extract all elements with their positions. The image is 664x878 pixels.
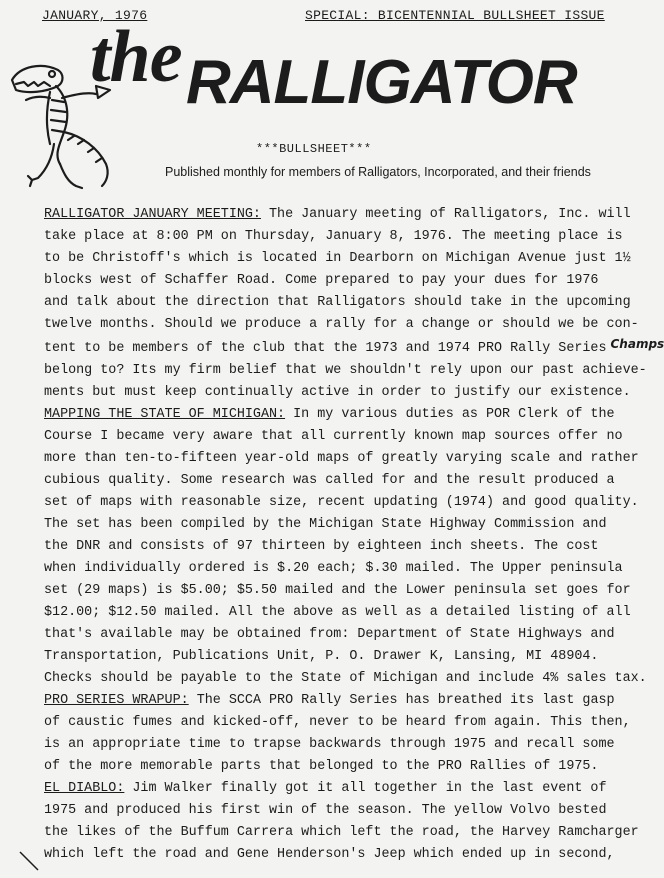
article-line: set (29 maps) is $5.00; $5.50 mailed and the Lower peninsula set goes for <box>44 583 631 598</box>
article-line-text: The January meeting of Ralligators, Inc. will <box>260 207 631 222</box>
article-line: when individually ordered is $.20 each; $.30 mailed. The Upper peninsula <box>44 561 623 576</box>
article-line-text: In my various duties as POR Clerk of the <box>285 407 615 422</box>
article-line: Course I became very aware that all currently known map sources offer no <box>44 429 623 444</box>
article-line: the DNR and consists of 97 thirteen by eighteen inch sheets. The cost <box>44 539 599 554</box>
article-line <box>44 336 664 360</box>
article-line: ments but must keep continually active in order to justify our existence. <box>44 385 631 400</box>
masthead-the: the <box>90 16 182 98</box>
article-line: belong to? Its my firm belief that we shouldn't rely upon our past achieve- <box>44 363 647 378</box>
mapping-heading: MAPPING THE STATE OF MICHIGAN: <box>44 407 286 422</box>
article-line: take place at 8:00 PM on Thursday, January 8, 1976. The meeting place is <box>44 229 623 244</box>
article-line: twelve months. Should we produce a rally for a change or should we be con- <box>44 317 639 332</box>
article-line <box>44 778 644 800</box>
article-line: Transportation, Publications Unit, P. O. Drawer K, Lansing, MI 48904. <box>44 649 599 664</box>
article-line: The set has been compiled by the Michigan State Highway Commission and <box>44 517 607 532</box>
article-line: $12.00; $12.50 mailed. All the above as well as a detailed listing of all <box>44 605 631 620</box>
article-line: blocks west of Schaffer Road. Come prepared to pay your dues for 1976 <box>44 273 599 288</box>
masthead-tagline: Published monthly for members of Ralligators, Incorporated, and their friends <box>165 165 591 179</box>
article-line: Checks should be payable to the State of Michigan and include 4% sales tax. <box>44 671 647 686</box>
el-diablo-heading: EL DIABLO: <box>44 781 125 796</box>
article-line: which left the road and Gene Henderson's Jeep which ended up in second, <box>44 847 615 862</box>
article-line: set of maps with reasonable size, recent updating (1974) and good quality. <box>44 495 639 510</box>
article-line <box>44 204 644 226</box>
article-line-text: Jim Walker finally got it all together in the last event of <box>124 781 607 796</box>
article-line: 1975 and produced his first win of the season. The yellow Volvo bested <box>44 803 607 818</box>
handwritten-annotation: Champs <box>610 337 664 351</box>
bullsheet-label: ***BULLSHEET*** <box>256 142 372 156</box>
article-line-text: tent to be members of the club that the 1973 and 1974 PRO Rally Series <box>44 341 607 356</box>
article-line: of the more memorable parts that belonged to the PRO Rallies of 1975. <box>44 759 599 774</box>
article-line: to be Christoff's which is located in Dearborn on Michigan Avenue just 1½ <box>44 251 631 266</box>
article-line: that's available may be obtained from: Department of State Highways and <box>44 627 615 642</box>
article-body <box>44 204 664 866</box>
article-line <box>44 690 644 712</box>
article-line-text: The SCCA PRO Rally Series has breathed its last gasp <box>188 693 615 708</box>
issue-date: JANUARY, 1976 <box>42 8 148 23</box>
article-line: cubious quality. Some research was called for and the result produced a <box>44 473 615 488</box>
special-issue-banner: SPECIAL: BICENTENNIAL BULLSHEET ISSUE <box>305 8 605 23</box>
article-line: the likes of the Buffum Carrera which left the road, the Harvey Ramcharger <box>44 825 639 840</box>
pro-series-heading: PRO SERIES WRAPUP: <box>44 693 189 708</box>
article-line: of caustic fumes and kicked-off, never to be heard from again. This then, <box>44 715 631 730</box>
masthead-title: RALLIGATOR <box>186 48 577 117</box>
meeting-heading: RALLIGATOR JANUARY MEETING: <box>44 207 261 222</box>
article-line <box>44 404 644 426</box>
article-line: more than ten-to-fifteen year-old maps of greatly varying scale and rather <box>44 451 639 466</box>
pen-mark-decoration <box>18 850 42 874</box>
article-line: is an appropriate time to trapse backwards through 1975 and recall some <box>44 737 615 752</box>
article-line: and talk about the direction that Ralligators should take in the upcoming <box>44 295 631 310</box>
